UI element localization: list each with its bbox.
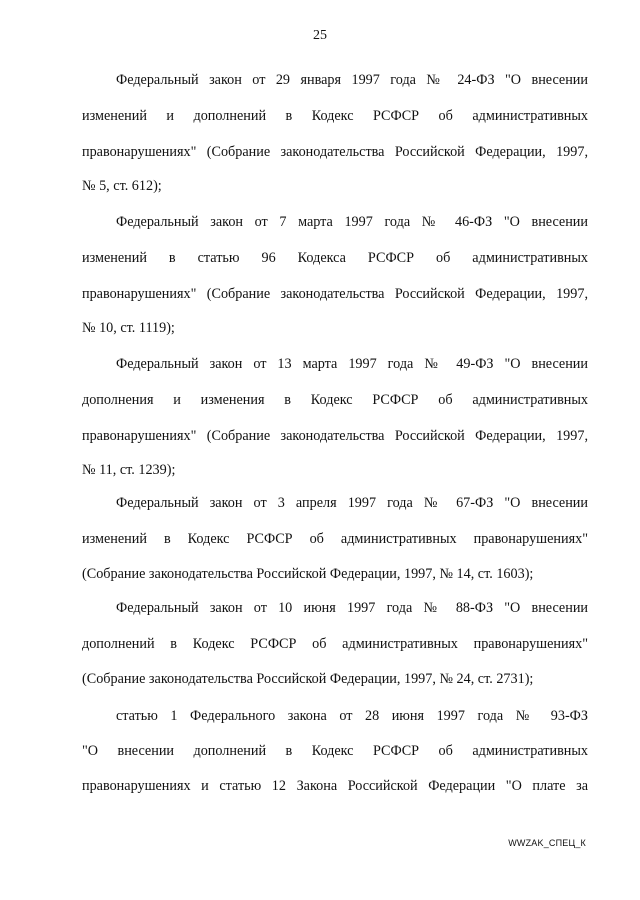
entry-line: правонарушениях и статью 12 Закона Российской Федерации "О плате за: [82, 778, 588, 794]
entry-line: дополнения и изменения в Кодекс РСФСР об административных: [82, 392, 588, 408]
entry-line: Федеральный закон от 10 июня 1997 года № 88-ФЗ "О внесении: [116, 600, 588, 616]
entry-line: (Собрание законодательства Российской Федерации, 1997, № 24, ст. 2731);: [82, 671, 534, 687]
entry-line: изменений и дополнений в Кодекс РСФСР об административных: [82, 108, 588, 124]
entry-line: "О внесении дополнений в Кодекс РСФСР об административных: [82, 743, 588, 759]
footer-document-code: WWZAK_СПЕЦ_К: [508, 838, 586, 848]
page-number: 25: [313, 28, 327, 43]
entry-line: № 10, ст. 1119);: [82, 320, 175, 336]
entry-line: изменений в Кодекс РСФСР об административных правонарушениях": [82, 531, 588, 547]
entry-line: Федеральный закон от 7 марта 1997 года № 46-ФЗ "О внесении: [116, 214, 588, 230]
entry-line: Федеральный закон от 3 апреля 1997 года № 67-ФЗ "О внесении: [116, 495, 588, 511]
entry-line: правонарушениях" (Собрание законодательства Российской Федерации, 1997,: [82, 286, 588, 302]
entry-line: Федеральный закон от 13 марта 1997 года № 49-ФЗ "О внесении: [116, 356, 588, 372]
entry-line: правонарушениях" (Собрание законодательства Российской Федерации, 1997,: [82, 428, 588, 444]
entry-line: дополнений в Кодекс РСФСР об административных правонарушениях": [82, 636, 588, 652]
entry-line: изменений в статью 96 Кодекса РСФСР об административных: [82, 250, 588, 266]
entry-line: № 5, ст. 612);: [82, 178, 162, 194]
entry-line: правонарушениях" (Собрание законодательства Российской Федерации, 1997,: [82, 144, 588, 160]
entry-line: Федеральный закон от 29 января 1997 года № 24-ФЗ "О внесении: [116, 72, 588, 88]
entry-line: статью 1 Федерального закона от 28 июня 1997 года № 93-ФЗ: [116, 708, 588, 724]
entry-line: № 11, ст. 1239);: [82, 462, 176, 478]
entry-line: (Собрание законодательства Российской Федерации, 1997, № 14, ст. 1603);: [82, 566, 534, 582]
